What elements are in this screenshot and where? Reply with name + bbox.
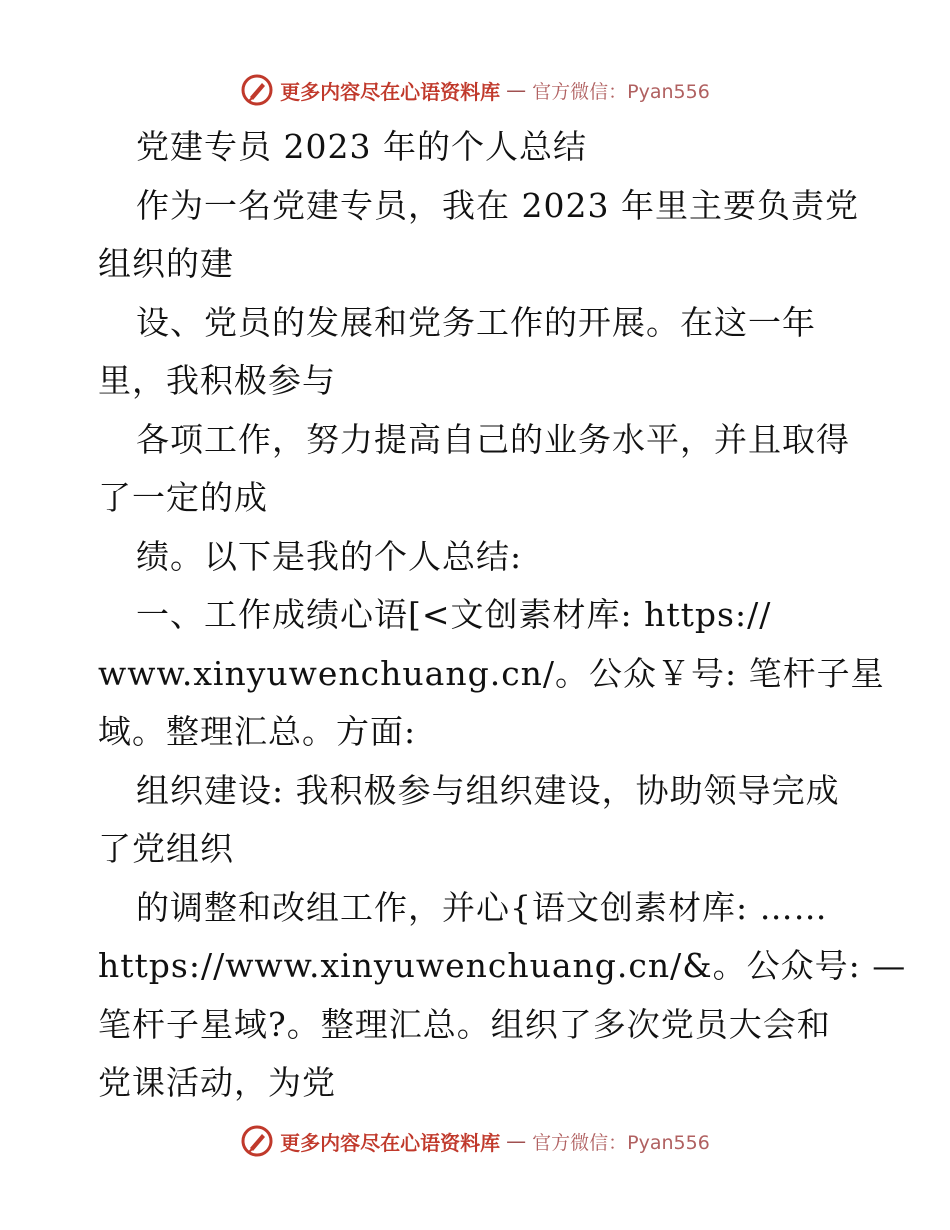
watermark-separator: —: [506, 1129, 527, 1153]
text-line: 各项工作，努力提高自己的业务水平，并且取得: [136, 419, 850, 459]
watermark-text: 更多内容尽在心语资料库: [280, 1130, 501, 1155]
watermark-text: 更多内容尽在心语资料库: [280, 79, 501, 104]
document-body: [98, 118, 907, 1113]
section-heading: 一、工作成绩心语[<文创素材库: https://: [136, 595, 772, 634]
text-line: 绩。以下是我的个人总结:: [136, 536, 523, 576]
text-line: 的调整和改组工作，并心{语文创素材库: ……: [136, 887, 828, 927]
text-line: https://www.xinyuwenchuang.cn/&。公众号: —: [98, 946, 907, 985]
text-line: 作为一名党建专员，我在 2023 年里主要负责党: [136, 185, 859, 225]
footer-watermark: [0, 1121, 950, 1161]
pen-seal-icon: [240, 73, 274, 107]
document-title: 党建专员 2023 年的个人总结: [136, 127, 587, 166]
text-line: 组织建设: 我积极参与组织建设，协助领导完成: [136, 770, 840, 810]
watermark-separator: —: [506, 78, 527, 102]
text-line: 党课活动，为党: [98, 1063, 336, 1102]
text-line: www.xinyuwenchuang.cn/。公众￥号: 笔杆子星: [98, 653, 885, 693]
text-line: 组织的建: [98, 244, 234, 283]
text-line: 笔杆子星域?。整理汇总。组织了多次党员大会和: [98, 1004, 831, 1044]
pen-seal-icon: [240, 1124, 274, 1158]
text-line: 设、党员的发展和党务工作的开展。在这一年: [136, 302, 816, 342]
text-line: 了一定的成: [98, 478, 268, 517]
watermark-wechat: 官方微信：Pyan556: [532, 80, 710, 103]
header-watermark: [0, 70, 950, 110]
text-line: 里，我积极参与: [98, 361, 336, 400]
watermark-wechat: 官方微信：Pyan556: [532, 1131, 710, 1154]
text-line: 域。整理汇总。方面:: [98, 712, 417, 751]
text-line: 了党组织: [98, 829, 234, 868]
